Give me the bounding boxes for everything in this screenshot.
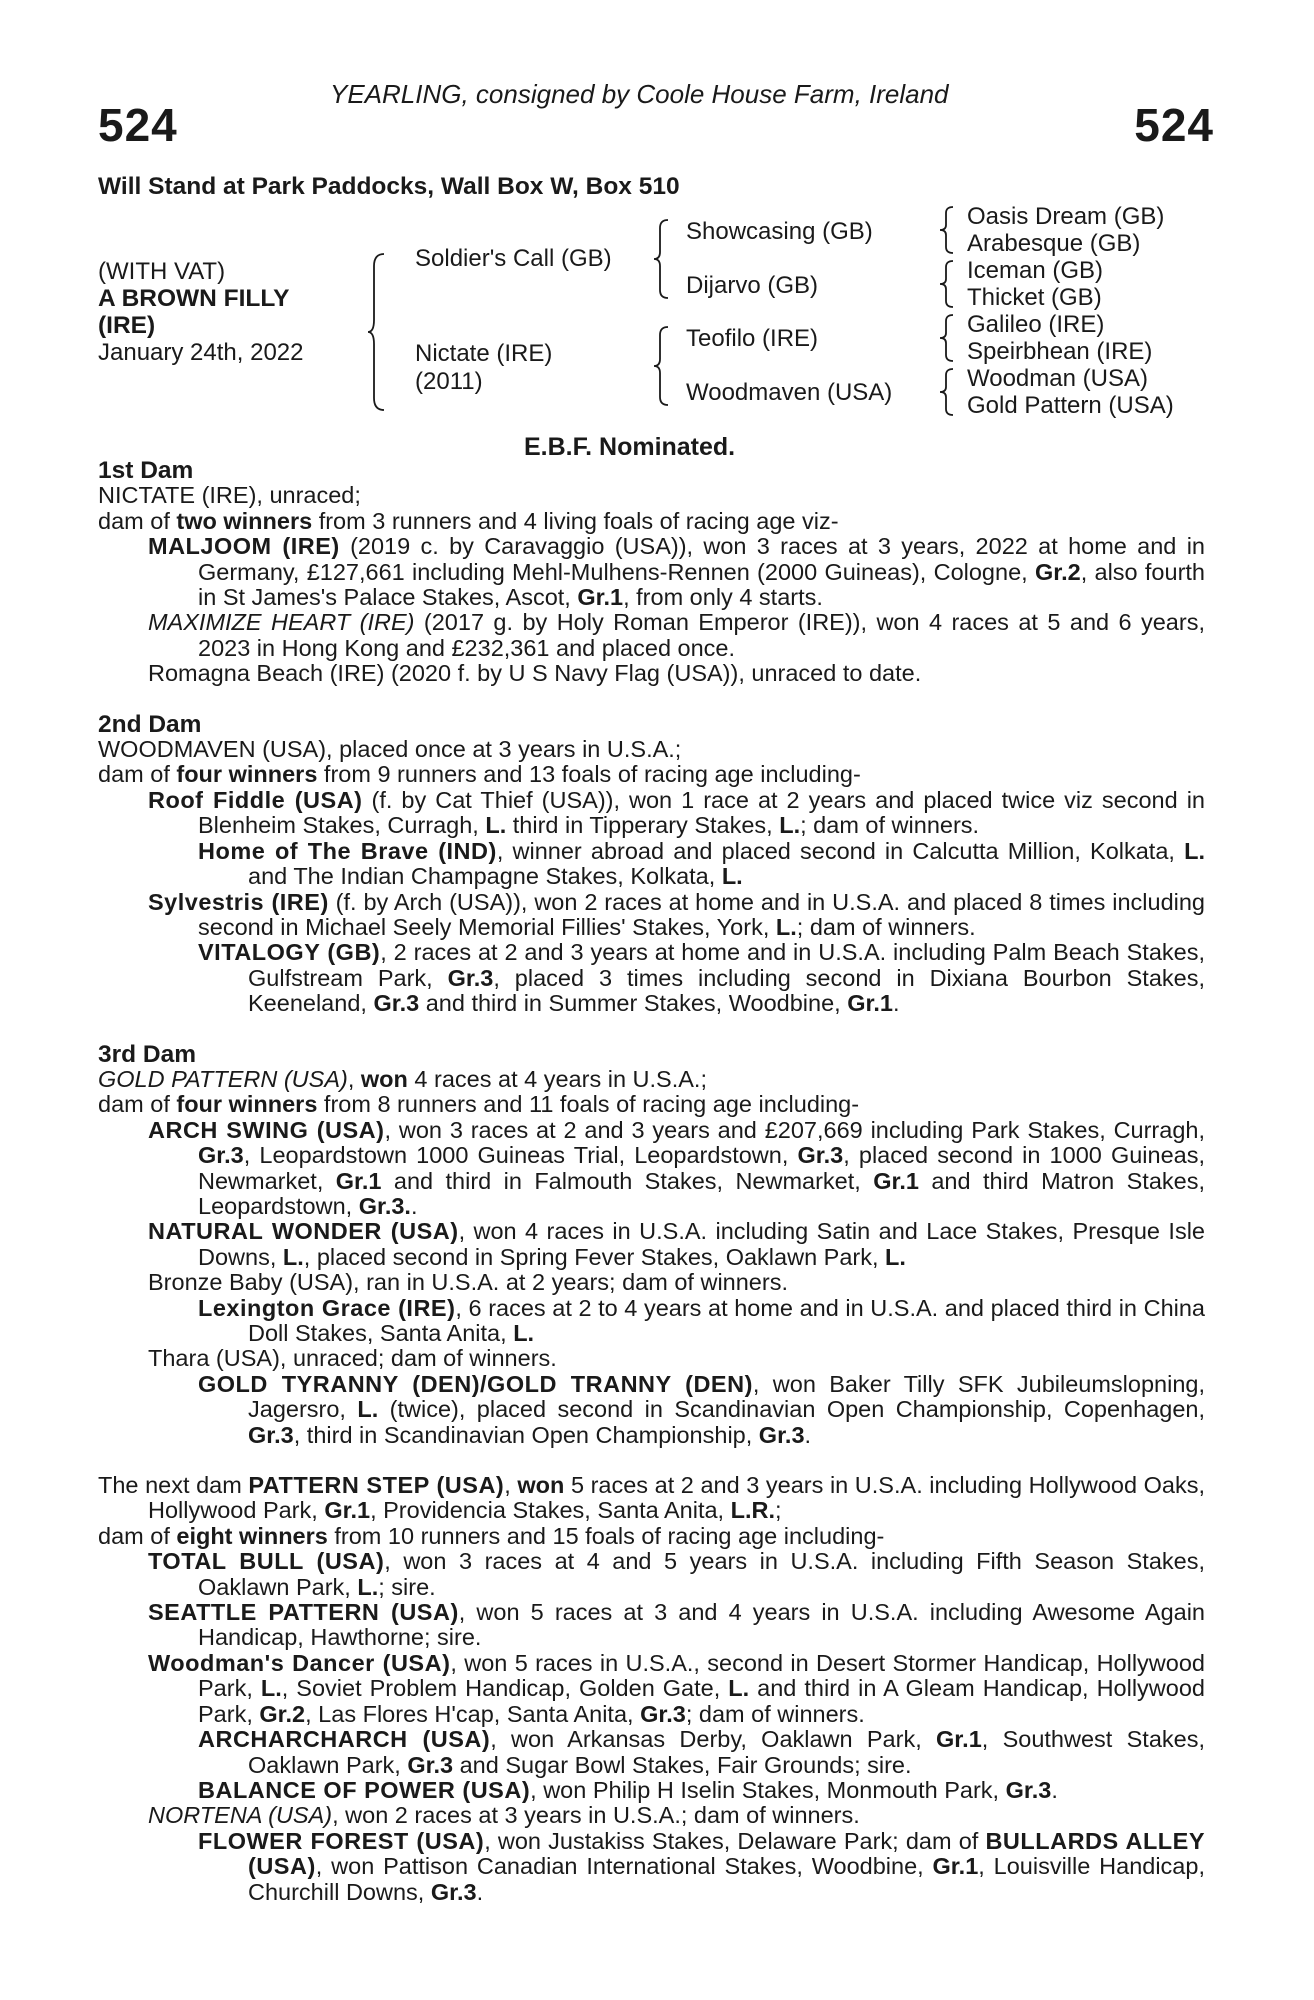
ped-sss: Oasis Dream (GB) bbox=[967, 203, 1165, 230]
dam-year: (2011) bbox=[415, 368, 483, 395]
foaling-date: January 24th, 2022 bbox=[98, 339, 304, 366]
brace-ds bbox=[940, 313, 956, 363]
produce-entry-woodmans-dancer: Woodman's Dancer (USA), won 5 races in U.S.A., second in Desert Stormer Handicap, Hollywood Park, L., Soviet Problem Handicap, Golden Gate, L. and third in A Gleam Handicap, Hollywood Park, Gr.2, Las Flores H'cap, Santa Anita, Gr.3; dam of winners. bbox=[148, 1649, 1205, 1727]
produce-entry-nortena: NORTENA (USA), won 2 races at 3 years in U.S.A.; dam of winners. bbox=[148, 1802, 860, 1829]
catalogue-body bbox=[98, 458, 1205, 1905]
third-dam-intro: GOLD PATTERN (USA), won 4 races at 4 years in U.S.A.; bbox=[98, 1065, 707, 1092]
produce-entry-natural-wonder: NATURAL WONDER (USA), won 4 races in U.S.A. including Satin and Lace Stakes, Presque Isle Downs, L., placed second in Spring Fever Stakes, Oaklawn Park, L. bbox=[148, 1218, 1205, 1270]
second-dam-heading: 2nd Dam bbox=[98, 710, 202, 738]
brace-ss bbox=[940, 205, 956, 255]
stand-location: Will Stand at Park Paddocks, Wall Box W, Box 510 bbox=[98, 173, 680, 200]
sire-sire: Showcasing (GB) bbox=[686, 218, 873, 245]
produce-entry-arch-swing: ARCH SWING (USA), won 3 races at 2 and 3 years and £207,669 including Park Stakes, Curragh, Gr.3, Leopardstown 1000 Guineas Trial, Leopardstown, Gr.3, placed second in 1000 Guineas, Newmarket, Gr.1 and third in Falmouth Stakes, Newmarket, Gr.1 and third Matron Stakes, Leopardstown, Gr.3.. bbox=[148, 1116, 1206, 1219]
ped-dss: Galileo (IRE) bbox=[967, 311, 1105, 338]
first-dam-intro: NICTATE (IRE), unraced; bbox=[98, 482, 361, 509]
produce-entry-maljoom: MALJOOM (IRE) (2019 c. by Caravaggio (USA)), won 3 races at 3 years, 2022 at home and in Germany, £127,661 including Mehl-Mulhens-Rennen (2000 Guineas), Cologne, Gr.2, also fourth in St James's Palace Stakes, Ascot, Gr.1, from only 4 starts. bbox=[148, 533, 1205, 611]
horse-country: (IRE) bbox=[98, 312, 156, 339]
brace-dd bbox=[940, 367, 956, 417]
produce-entry-total-bull: TOTAL BULL (USA), won 3 races at 4 and 5 years in U.S.A. including Fifth Season Stakes, Oaklawn Park, L.; sire. bbox=[148, 1548, 1205, 1600]
fourth-dam-intro: The next dam PATTERN STEP (USA), won 5 races at 2 and 3 years in U.S.A. including Hollywood Oaks, Hollywood Park, Gr.1, Providencia Stakes, Santa Anita, L.R.; bbox=[98, 1472, 1206, 1524]
ped-ssd: Arabesque (GB) bbox=[967, 230, 1141, 257]
second-dam-produce: dam of four winners from 9 runners and 13 foals of racing age including- bbox=[98, 761, 861, 788]
ped-dds: Woodman (USA) bbox=[967, 365, 1148, 392]
produce-entry-home-of-the-brave: Home of The Brave (IND), winner abroad and placed second in Calcutta Million, Kolkata, L. and The Indian Champagne Stakes, Kolkata, L. bbox=[198, 837, 1205, 890]
second-dam-intro: WOODMAVEN (USA), placed once at 3 years in U.S.A.; bbox=[98, 736, 682, 763]
produce-entry-gold-tyranny: GOLD TYRANNY (DEN)/GOLD TRANNY (DEN), won Baker Tilly SFK Jubileumslopning, Jagersro, L. (twice), placed second in Scandinavian Open Championship, Copenhagen, Gr.3, third in Scandinavian Open Championship, Gr.3. bbox=[198, 1370, 1205, 1448]
sire-name: Soldier's Call (GB) bbox=[415, 245, 612, 272]
brace-sd bbox=[940, 259, 956, 309]
first-dam-heading: 1st Dam bbox=[98, 457, 194, 484]
horse-description: A BROWN FILLY bbox=[98, 285, 290, 312]
produce-entry-flower-forest: FLOWER FOREST (USA), won Justakiss Stakes, Delaware Park; dam of BULLARDS ALLEY (USA), won Pattison Canadian International Stakes, Woodbine, Gr.1, Louisville Handicap, Churchill Downs, Gr.3. bbox=[198, 1827, 1205, 1905]
produce-entry-bronze-baby: Bronze Baby (USA), ran in U.S.A. at 2 years; dam of winners. bbox=[148, 1269, 788, 1296]
dam-dam: Woodmaven (USA) bbox=[686, 379, 893, 406]
third-dam-heading: 3rd Dam bbox=[98, 1040, 197, 1068]
produce-entry-balance-of-power: BALANCE OF POWER (USA), won Philip H Iselin Stakes, Monmouth Park, Gr.3. bbox=[198, 1776, 1058, 1803]
ebf-nomination: E.B.F. Nominated. bbox=[524, 433, 736, 461]
ped-dsd: Speirbhean (IRE) bbox=[967, 338, 1153, 365]
lot-number-left: 524 bbox=[98, 99, 178, 151]
sire-line-brace bbox=[654, 218, 672, 300]
first-dam-produce: dam of two winners from 3 runners and 4 living foals of racing age viz- bbox=[98, 507, 839, 534]
dam-name: Nictate (IRE) bbox=[415, 340, 553, 367]
produce-entry-thara: Thara (USA), unraced; dam of winners. bbox=[148, 1345, 557, 1372]
produce-entry-vitalogy: VITALOGY (GB), 2 races at 2 and 3 years at home and in U.S.A. including Palm Beach Stakes, Gulfstream Park, Gr.3, placed 3 times including second in Dixiana Bourbon Stakes, Keeneland, Gr.3 and third in Summer Stakes, Woodbine, Gr.1. bbox=[198, 939, 1205, 1017]
dam-sire: Teofilo (IRE) bbox=[686, 325, 819, 352]
sire-dam: Dijarvo (GB) bbox=[686, 272, 819, 299]
sale-subtitle: YEARLING, consigned by Coole House Farm, Ireland bbox=[330, 79, 949, 109]
sire-dam-brace bbox=[368, 252, 388, 412]
produce-entry-maximize-heart: MAXIMIZE HEART (IRE) (2017 g. by Holy Roman Emperor (IRE)), won 4 races at 5 and 6 years, 2023 in Hong Kong and £232,361 and placed once. bbox=[148, 609, 1205, 661]
ped-sdd: Thicket (GB) bbox=[967, 284, 1102, 311]
fourth-dam-produce: dam of eight winners from 10 runners and 15 foals of racing age including- bbox=[98, 1522, 885, 1549]
produce-entry-roof-fiddle: Roof Fiddle (USA) (f. by Cat Thief (USA)), won 1 race at 2 years and placed twice viz second in Blenheim Stakes, Curragh, L. third in Tipperary Stakes, L.; dam of winners. bbox=[148, 786, 1205, 839]
dam-line-brace bbox=[654, 325, 672, 407]
produce-entry-sylvestris: Sylvestris (IRE) (f. by Arch (USA)), won 2 races at home and in U.S.A. and placed 8 times including second in Michael Seely Memorial Fillies' Stakes, York, L.; dam of winners. bbox=[148, 888, 1205, 940]
vat-note: (WITH VAT) bbox=[98, 258, 226, 285]
produce-entry-seattle-pattern: SEATTLE PATTERN (USA), won 5 races at 3 and 4 years in U.S.A. including Awesome Again Handicap, Hawthorne; sire. bbox=[148, 1599, 1205, 1651]
produce-entry-romagna-beach: Romagna Beach (IRE) (2020 f. by U S Navy Flag (USA)), unraced to date. bbox=[148, 660, 922, 687]
produce-entry-lexington-grace: Lexington Grace (IRE), 6 races at 2 to 4 years at home and in U.S.A. and placed third in China Doll Stakes, Santa Anita, L. bbox=[198, 1294, 1205, 1346]
ped-ddd: Gold Pattern (USA) bbox=[967, 392, 1174, 419]
produce-entry-archarcharch: ARCHARCHARCH (USA), won Arkansas Derby, Oaklawn Park, Gr.1, Southwest Stakes, Oaklawn Park, Gr.3 and Sugar Bowl Stakes, Fair Grounds; sire. bbox=[198, 1726, 1205, 1778]
third-dam-produce: dam of four winners from 8 runners and 11 foals of racing age including- bbox=[98, 1091, 860, 1118]
ped-sds: Iceman (GB) bbox=[967, 257, 1104, 284]
lot-number-right: 524 bbox=[1134, 99, 1214, 151]
